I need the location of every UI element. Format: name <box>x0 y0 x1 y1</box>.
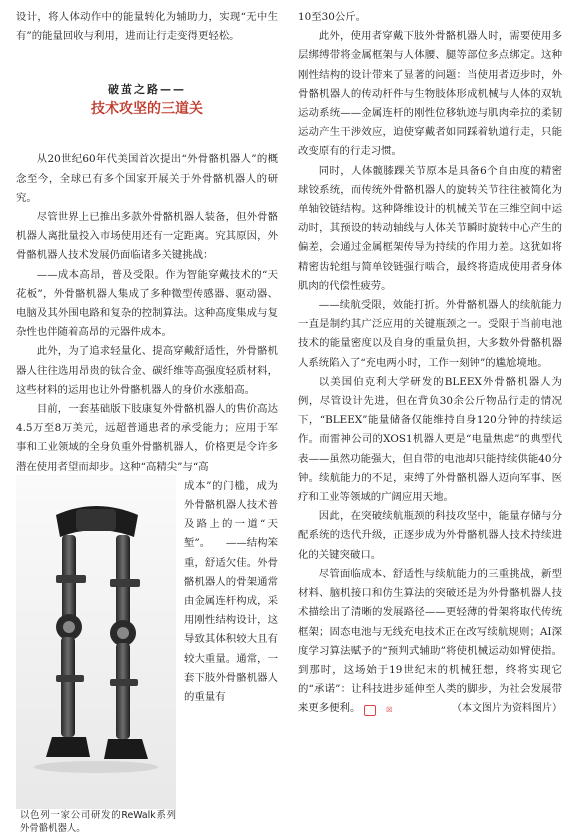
body-paragraph: 此外，使用者穿戴下肢外骨骼机器人时，需要使用多层绑缚带将金属框架与人体腰、腿等部位多点绑定。这种刚性结构的设计带来了显著的问题：当使用者迈步时，外骨骼机器人的传动杆件与生物肢体形成机械与人体的双轨运动系统——金属连杆的刚性位移轨迹与肌肉牵拉的柔韧运动产生干涉效应，迫使穿戴者如同踩着轨道行走，只能改变原有的行走习惯。 <box>298 30 562 158</box>
intro-paragraph: 设计，将人体动作中的能量转化为辅助力，实现“无中生有”的能量回收与利用，进而让行走变得更轻松。 <box>16 11 278 43</box>
section-title: 技术攻坚的三道关 <box>91 101 203 118</box>
body-paragraph: 10至30公斤。 <box>298 11 367 23</box>
body-paragraph: 此外，为了追求轻量化、提高穿戴舒适性，外骨骼机器人往往选用昂贵的钛合金、碳纤维等高强度轻质材料，这些材料的运用也让外骨骼机器人的身价水涨船高。 <box>16 345 278 396</box>
wrap-text: 成本”的门槛，成为外骨骼机器人技术普及路上的一道“天堑”。 ——结构笨重，舒适欠佳。外骨骼机器人的骨架通常由金属连杆构成，采用刚性结构设计，这导致其体积较大且有较大重量。通常，一套下肢外骨骼机器人的重量有 <box>184 479 278 704</box>
body-paragraph: 从20世纪60年代美国首次提出“外骨骼机器人”的概念至今，全球已有多个国家开展关于外骨骼机器人的研究。 <box>16 153 278 204</box>
body-paragraph: ——续航受限，效能打折。外骨骼机器人的续航能力一直是制约其广泛应用的关键瓶颈之一。受限于当前电池技术的能量密度以及自身的重量负担，大多数外骨骼机器人系统陷入了“充电两小时，工作一刻钟”的尴尬境地。 <box>298 299 562 369</box>
body-paragraph: 尽管世界上已推出多款外骨骼机器人装备，但外骨骼机器人离批量投入市场使用还有一定距离。究其原因，外骨骼机器人技术发展仍面临诸多关键挑战： <box>16 211 278 262</box>
section-kicker: 破茧之路—— <box>108 83 186 97</box>
figure-caption: 以色列一家公司研发的ReWalk系列外骨骼机器人。 <box>20 809 176 834</box>
body-paragraph: 同时，人体髋膝踝关节原本是具备6个自由度的精密球铰系统，而传统外骨骼机器人的旋转关节往往被简化为单轴铰链结构。这种降维设计的机械关节在三维空间中运动时，其预设的转动轴线与人体关节瞬时旋转中心产生的偏差，会通过金属框架传导为持续的作用力差。这犹如将精密齿轮组与简单铰链强行啮合，最终将造成使用者身体肌肉的代偿性疲劳。 <box>298 164 562 292</box>
end-mark-icon: ☒ <box>364 705 376 716</box>
body-paragraph: ——成本高昂，普及受限。作为智能穿戴技术的“天花板”，外骨骼机器人集成了多种微型传感器、驱动器、电脑及其外围电路和复杂的控制算法。这种高度集成与复杂性也伴随着高昂的元器件成本。 <box>16 268 278 339</box>
image-source-note: （本文图片为资料图片） <box>452 703 562 715</box>
final-paragraph <box>298 565 562 719</box>
section-heading <box>16 82 278 120</box>
body-paragraph: 因此，在突破续航瓶颈的科技攻坚中，能量存储与分配系统的迭代升级，正逐步成为外骨骼机器人技术持续进化的关键突破口。 <box>298 510 562 561</box>
final-paragraph-text: 尽管面临成本、舒适性与续航能力的三重挑战，新型材料、脑机接口和仿生算法的突破还是为外骨骼机器人技术描绘出了清晰的发展路径——更轻薄的骨架将取代传统框架；固态电池与无线充电技术正在改写续航规则；AI深度学习算法赋予的“预判式辅助”将使机械运动如臂使指。到那时，这场始于19世纪末的机械狂想，终将实现它的“承诺”：让科技进步延伸至人类的脚步，为社会发展带来更多便利。 <box>298 567 562 715</box>
body-paragraph: 目前，一套基础版下肢康复外骨骼机器人的售价高达4.5万至8万美元，远超普通患者的承受能力；应用于军事和工业领域的全身负重外骨骼机器人，价格更是令许多潜在使用者望而却步。这种“高精尖”与“高 <box>16 403 278 473</box>
right-column <box>298 8 562 719</box>
figure-wrap-zone <box>16 477 278 834</box>
left-column <box>16 8 278 834</box>
body-paragraph: 以美国伯克利大学研发的BLEEX外骨骼机器人为例，尽管设计先进，但在背负30余公斤物品行走的情况下，“BLEEX”能量储备仅能维持自身120分钟的持续运作。而雷神公司的XOS1机器人更是“电量焦虑”的典型代表——虽然功能强大，但自带的电池却只能持续供能40分钟。续航能力的不足，束缚了外骨骼机器人迈向军事、医疗和工业等领域的广阔应用天地。 <box>298 375 562 504</box>
exoskeleton-photo <box>16 475 176 809</box>
